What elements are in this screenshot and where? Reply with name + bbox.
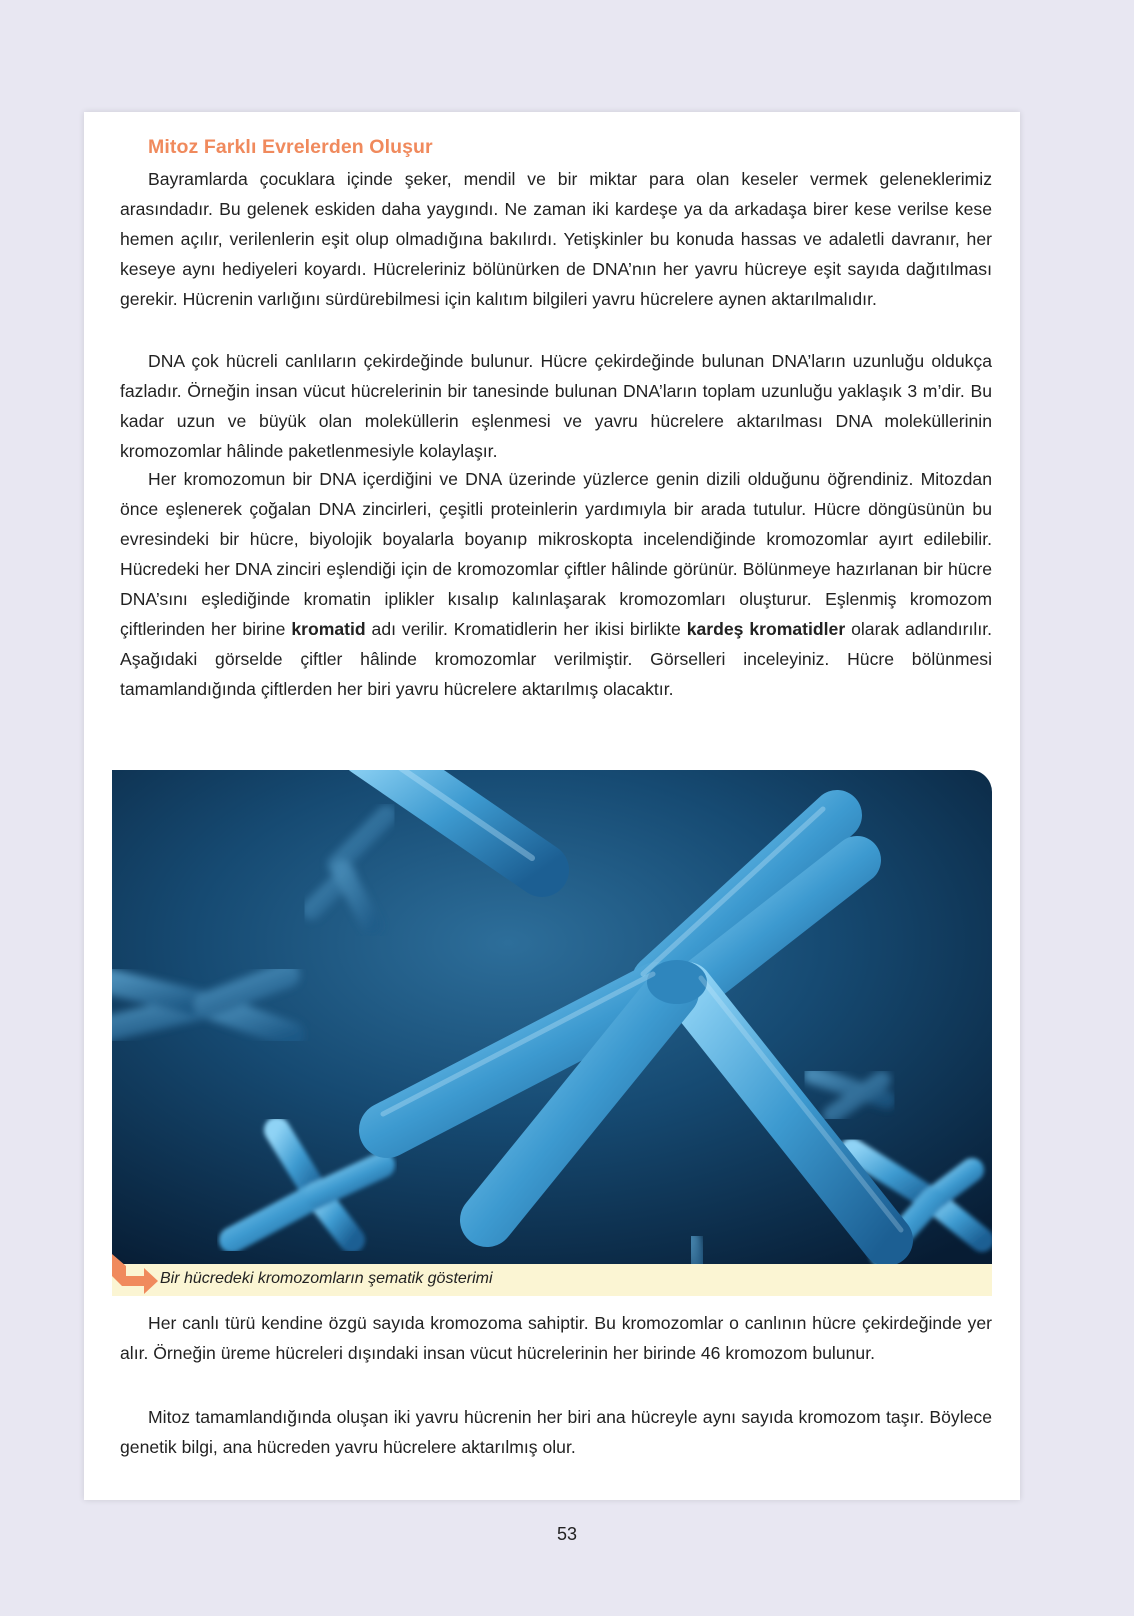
page-number: 53: [556, 1524, 578, 1544]
background-chromosome-bottom-center: [692, 1240, 702, 1264]
paragraph-4: Her canlı türü kendine özgü sayıda kromozoma sahiptir. Bu kromozomlar o canlının hücre çekirdeğinde yer alır. Örneğin üreme hücreleri dışındaki insan vücut hücrelerinin her birinde 46 kromozom bulunur.: [120, 1313, 992, 1363]
figure-caption: Bir hücredeki kromozomların şematik gösterimi: [160, 1270, 493, 1287]
paragraph-1: Bayramlarda çocuklara içinde şeker, mendil ve bir miktar para olan keseler vermek geleneklerimiz arasındadır. Bu gelenek eskiden daha yaygındı. Ne zaman iki kardeşe ya da arkadaşa birer kese verilse kese hemen açılır, verilenlerin eşit olup olmadığına bakılırdı. Yetişkinler bu konuda hassas ve adaletli davranır, her keseye aynı hediyeleri koyardı. Hücreleriniz bölünürken de DNA’nın her yavru hücreye eşit sayıda dağıtılması gerekir. Hücrenin varlığını sürdürebilmesi için kalıtım bilgileri yavru hücrelere aynen aktarılmalıdır.: [120, 169, 992, 309]
caption-arrow-icon: [112, 1254, 158, 1302]
paragraph-2: DNA çok hücreli canlıların çekirdeğinde bulunur. Hücre çekirdeğinde bulunan DNA’ların uzunluğu oldukça fazladır. Örneğin insan vücut hücrelerinin bir tanesinde bulunan DNA’ların toplam uzunluğu yaklaşık 3 m’dir. Bu kadar uzun ve büyük olan moleküllerin eşlenmesi ve yavru hücrelere aktarılması DNA moleküllerinin kromozomlar hâlinde paketlenmesiyle kolaylaşır.: [120, 351, 992, 461]
paragraph-3-text-a: Her kromozomun bir DNA içerdiğini ve DNA üzerinde yüzlerce genin dizili olduğunu öğrendiniz. Mitozdan önce eşlenerek çoğalan DNA zincirleri, çeşitli proteinlerin yardımıyla bir arada tutulur. Hücre döngüsünün bu evresindeki bir hücre, biyolojik boyalarla boyanıp mikroskopta incelendiğinde kromozomlar ayırt edilebilir. Hücredeki her DNA zinciri eşlendiği için de kromozomlar çiftler hâlinde görünür. Bölünmeye hazırlanan bir hücre DNA’sını eşlediğinde kromatin iplikler kısalıp kalınlaşarak kromozomları oluşturur. Eşlenmiş kromozom çiftlerinden her birine: [120, 469, 992, 639]
chromosome-illustration: [112, 770, 992, 1264]
paragraph-3: [120, 464, 992, 704]
chromosome-image: [112, 770, 992, 1264]
term-kardes-kromatidler: kardeş kromatidler: [686, 619, 846, 639]
term-kromatid: kromatid: [291, 619, 366, 639]
paragraph-3-text-b: adı verilir. Kromatidlerin her ikisi birlikte: [365, 619, 687, 639]
paragraph-5: Mitoz tamamlandığında oluşan iki yavru hücrenin her biri ana hücreyle aynı sayıda kromozom taşır. Böylece genetik bilgi, ana hücreden yavru hücrelere aktarılmış olur.: [120, 1407, 992, 1457]
section-heading: Mitoz Farklı Evrelerden Oluşur: [148, 136, 433, 158]
paragraph-3-text-c: olarak adlandırılır. Aşağıdaki görselde çiftler hâlinde kromozomlar verilmiştir. Görselleri inceleyiniz. Hücre bölünmesi tamamlandığında çiftlerden her biri yavru hücrelere aktarılmış olacaktır.: [120, 619, 992, 699]
